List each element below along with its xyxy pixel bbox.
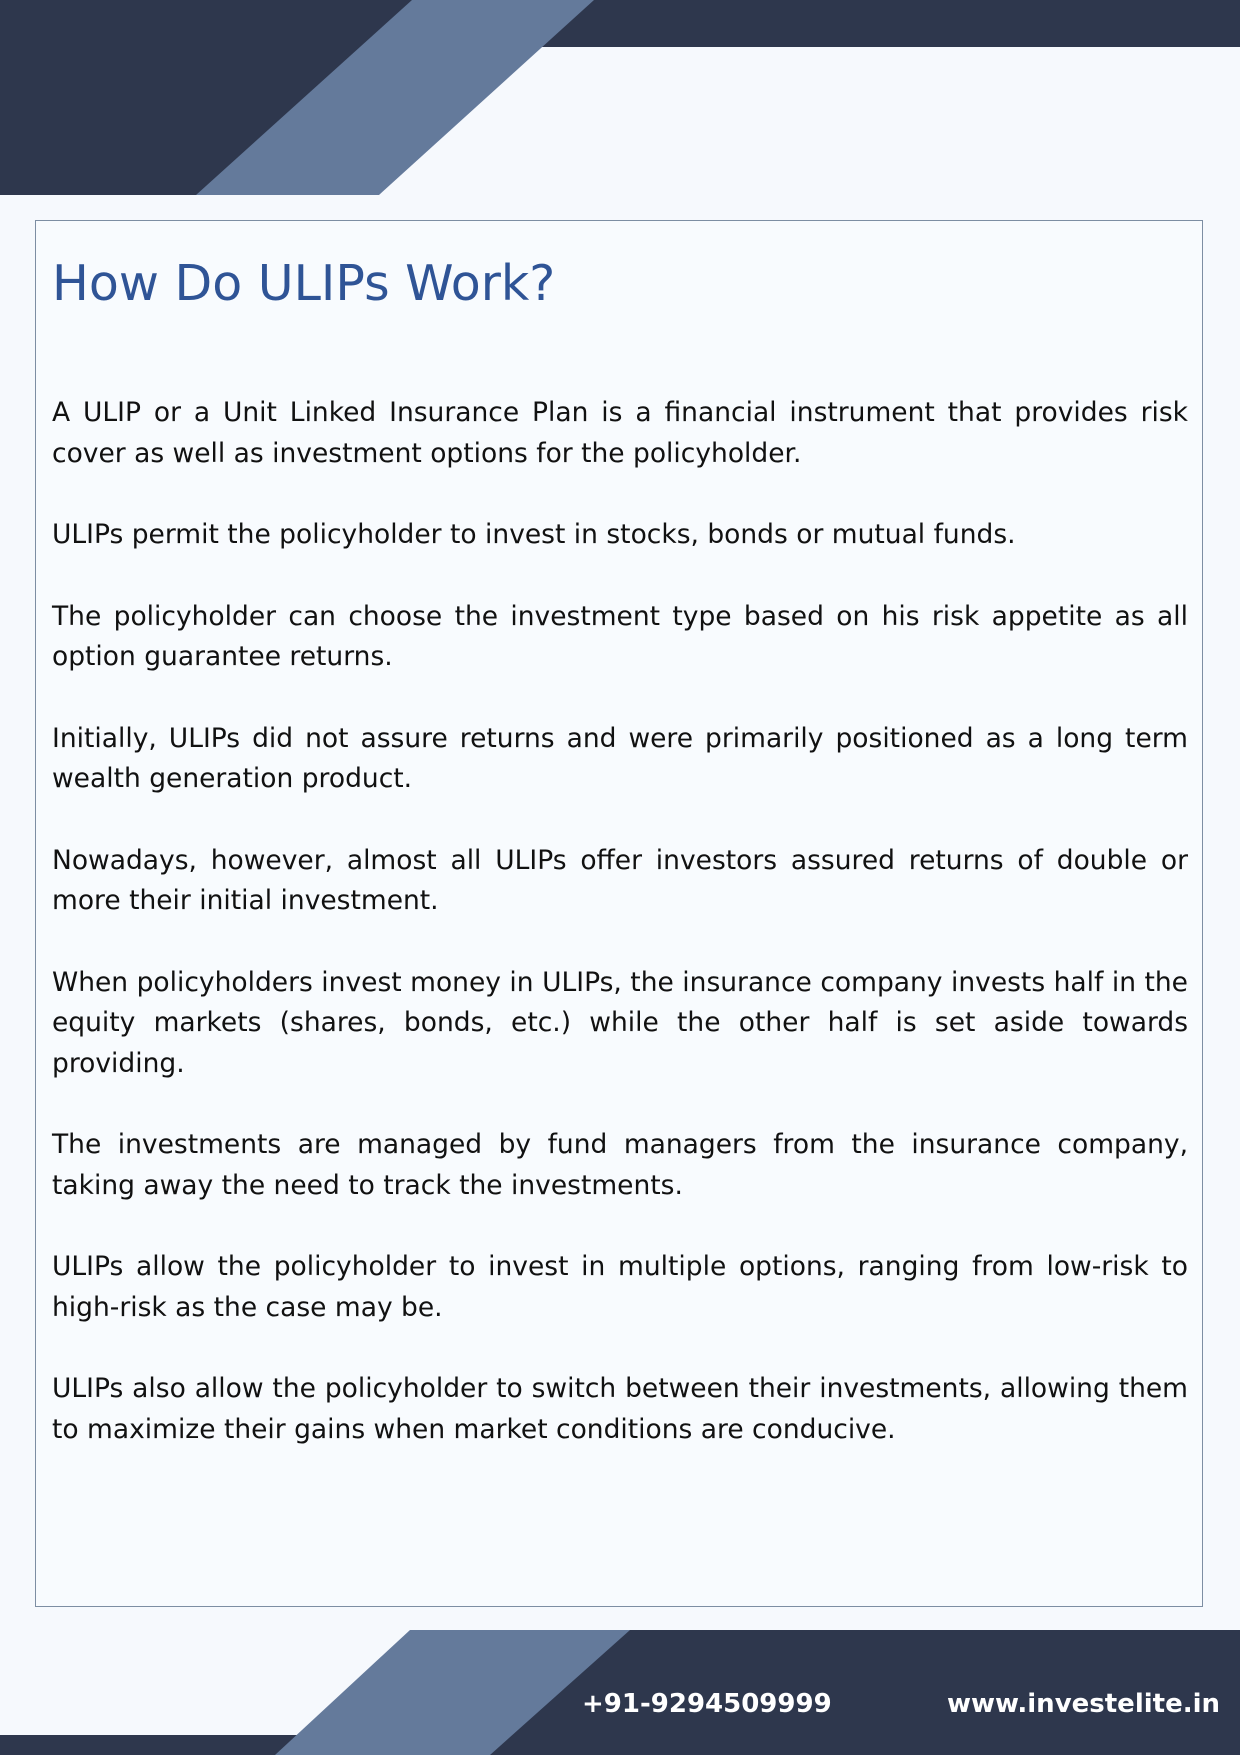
page-title: How Do ULIPs Work?	[52, 255, 556, 312]
body-text	[52, 393, 1188, 1491]
paragraph: ULIPs allow the policyholder to invest in multiple options, ranging from low-risk to high-risk as the case may be.	[52, 1251, 1188, 1323]
header-decoration	[0, 0, 1240, 200]
paragraph: ULIPs also allow the policyholder to switch between their investments, allowing them to maximize their gains when market conditions are conducive.	[52, 1373, 1188, 1445]
footer-phone[interactable]: +91-9294509999	[582, 1689, 832, 1719]
paragraph: ULIPs permit the policyholder to invest in stocks, bonds or mutual funds.	[52, 519, 1016, 550]
paragraph: The investments are managed by fund managers from the insurance company, taking away the need to track the investments.	[52, 1129, 1188, 1201]
paragraph: The policyholder can choose the investment type based on his risk appetite as all option guarantee returns.	[52, 600, 1188, 672]
paragraph: Nowadays, however, almost all ULIPs offer investors assured returns of double or more their initial investment.	[52, 844, 1188, 916]
content-box	[35, 220, 1203, 1607]
footer-website-link[interactable]: www.investelite.in	[947, 1689, 1220, 1719]
paragraph: Initially, ULIPs did not assure returns and were primarily positioned as a long term wealth generation product.	[52, 722, 1188, 794]
paragraph: When policyholders invest money in ULIPs, the insurance company invests half in the equity markets (shares, bonds, etc.) while the other half is set aside towards providing.	[52, 966, 1188, 1079]
paragraph: A ULIP or a Unit Linked Insurance Plan is a financial instrument that provides risk cover as well as investment options for the policyholder.	[52, 397, 1188, 469]
